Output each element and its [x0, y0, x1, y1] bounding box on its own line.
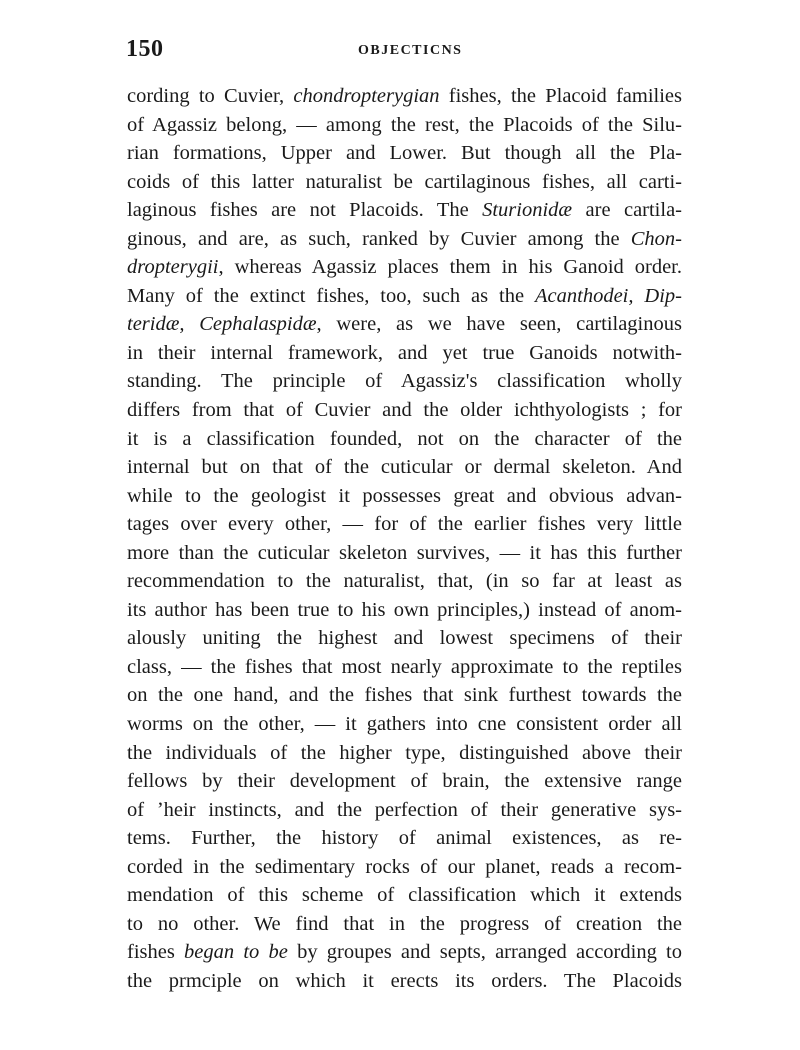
text-line — [127, 710, 682, 739]
italic-text: Sturionidæ — [482, 199, 573, 222]
text-segment: rian formations, Upper and Lower. But though all the Pla- — [127, 142, 682, 165]
italic-text: Acanthodei, Dip- — [535, 284, 682, 307]
text-segment: worms on the other, — it gathers into cne consistent order all — [127, 713, 682, 736]
text-line — [127, 653, 682, 682]
text-line — [127, 510, 682, 539]
text-line — [127, 310, 682, 339]
text-segment: differs from that of Cuvier and the older ichthyologists ; for — [127, 399, 682, 422]
text-segment: alously uniting the highest and lowest specimens of their — [127, 627, 682, 650]
text-line — [127, 624, 682, 653]
text-segment: cording to Cuvier, — [127, 85, 294, 107]
text-segment: mendation of this scheme of classification which it extends — [127, 884, 682, 907]
text-segment: the prmciple on which it erects its orders. The Placoids — [127, 969, 682, 992]
text-segment: fishes — [127, 941, 185, 964]
text-line — [127, 168, 682, 197]
text-line — [127, 596, 682, 625]
italic-text: Chon- — [630, 227, 682, 250]
text-line — [127, 824, 682, 853]
text-line — [127, 938, 682, 967]
text-segment: of ʼheir instincts, and the perfection of their generative sys- — [127, 798, 682, 821]
text-line — [127, 82, 682, 111]
text-line — [127, 796, 682, 825]
text-segment: internal but on that of the cuticular or dermal skeleton. And — [127, 456, 682, 479]
text-line — [127, 225, 682, 254]
text-segment: standing. The principle of Agassiz's classification wholly — [127, 370, 682, 393]
text-line — [127, 739, 682, 768]
text-segment: coids of this latter naturalist be cartilaginous fishes, all carti- — [127, 170, 682, 193]
text-segment: corded in the sedimentary rocks of our planet, reads a recom- — [127, 855, 682, 878]
text-segment: to no other. We find that in the progress of creation the — [127, 912, 682, 935]
text-segment: recommendation to the naturalist, that, (in so far at least as — [127, 570, 682, 593]
italic-text: began to be — [184, 941, 288, 964]
italic-text: chondropterygian — [293, 85, 440, 107]
text-segment: of Agassiz belong, — among the rest, the Placoids of the Silu- — [127, 113, 682, 136]
text-line — [127, 453, 682, 482]
text-segment: the individuals of the higher type, distinguished above their — [127, 741, 682, 764]
text-line — [127, 853, 682, 882]
running-title: OBJECTICNS — [358, 43, 463, 58]
text-segment: laginous fishes are not Placoids. The — [127, 199, 483, 222]
text-segment: class, — the fishes that most nearly approximate to the reptiles — [127, 655, 682, 678]
text-line — [127, 111, 682, 140]
text-line — [127, 367, 682, 396]
text-segment: tages over every other, — for of the earlier fishes very little — [127, 513, 682, 536]
text-line — [127, 482, 682, 511]
page-number: 150 — [126, 36, 164, 62]
text-line — [127, 425, 682, 454]
text-segment: it is a classification founded, not on the character of the — [127, 427, 682, 450]
text-segment: by groupes and septs, arranged according to — [287, 941, 682, 964]
text-line — [127, 767, 682, 796]
text-line — [127, 139, 682, 168]
text-line — [127, 196, 682, 225]
text-segment: while to the geologist it possesses great and obvious advan- — [127, 484, 682, 507]
text-segment: in their internal framework, and yet true Ganoids notwith- — [127, 341, 682, 364]
text-segment: fellows by their development of brain, the extensive range — [127, 770, 682, 793]
text-line — [127, 681, 682, 710]
text-segment: ginous, and are, as such, ranked by Cuvier among the — [127, 227, 631, 250]
text-segment: , whereas Agassiz places them in his Ganoid order. — [218, 256, 682, 279]
text-line — [127, 881, 682, 910]
text-segment: fishes, the Placoid families — [439, 85, 682, 107]
text-line — [127, 967, 682, 996]
text-segment: tems. Further, the history of animal existences, as re- — [127, 827, 682, 850]
page-header — [126, 36, 686, 76]
text-line — [127, 910, 682, 939]
text-line — [127, 567, 682, 596]
text-segment: its author has been true to his own principles,) instead of anom- — [127, 598, 682, 621]
text-segment: are cartila- — [572, 199, 683, 222]
text-segment: more than the cuticular skeleton survives, — it has this further — [127, 541, 682, 564]
text-segment: , were, as we have seen, cartilaginous — [316, 313, 682, 336]
text-line — [127, 282, 682, 311]
italic-text: dropterygii — [127, 256, 219, 279]
text-segment: on the one hand, and the fishes that sink furthest towards the — [127, 684, 682, 707]
italic-text: teridæ, Cephalaspidæ — [127, 313, 317, 336]
text-line — [127, 253, 682, 282]
text-line — [127, 339, 682, 368]
text-line — [127, 396, 682, 425]
text-body — [127, 82, 682, 996]
text-line — [127, 539, 682, 568]
text-segment: Many of the extinct fishes, too, such as the — [127, 284, 535, 307]
